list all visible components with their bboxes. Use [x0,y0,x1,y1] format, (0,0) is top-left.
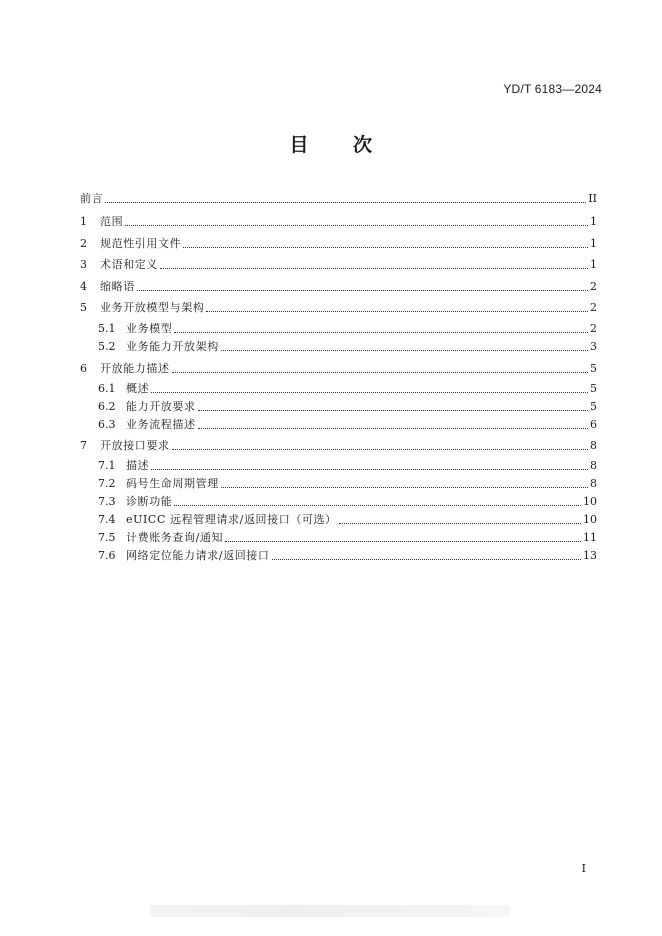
toc-entry[interactable] [80,192,597,206]
toc-entry-number: 7 [80,439,87,452]
toc-entry-page: 2 [590,301,597,314]
toc-entry[interactable] [98,549,597,563]
toc-title [0,130,662,157]
toc-entry[interactable] [98,340,597,354]
toc-entry[interactable] [80,258,597,272]
toc-entry[interactable] [98,400,597,414]
toc-entry[interactable] [80,280,597,294]
toc-entry[interactable] [98,459,597,473]
toc-entry-number: 7.1 [98,459,116,472]
toc-entry-number: 5.1 [98,322,116,335]
toc-entry[interactable] [98,513,597,527]
toc-title-char-1: 目 [289,134,309,156]
toc-entry[interactable] [80,301,597,315]
toc-entry-label: 业务能力开放架构 [126,340,219,353]
toc-entry-page: 2 [590,280,597,293]
toc-entry-label: 业务开放模型与架构 [100,301,205,314]
toc-leader-dots [339,522,581,524]
footer-watermark [150,905,510,917]
toc-entry[interactable] [80,439,597,453]
toc-entry-number: 2 [80,237,87,250]
toc-leader-dots [198,409,588,411]
toc-entry-label: 码号生命周期管理 [126,477,219,490]
toc-entry-page: 1 [590,258,597,271]
toc-entry-label: 描述 [126,459,150,472]
toc-entry[interactable] [98,531,597,545]
toc-leader-dots [221,349,588,351]
toc-entry-label: 前言 [80,192,104,205]
toc-entry-page: 3 [590,340,597,353]
toc-entry-number: 5.2 [98,340,116,353]
toc-entry-number: 6.2 [98,400,116,413]
toc-entry-page: 10 [583,495,597,508]
toc-entry-label: 业务流程描述 [126,418,196,431]
toc-entry-label: 开放接口要求 [100,439,170,452]
toc-entry-label: eUICC 远程管理请求/返回接口（可选） [126,513,337,526]
toc-entry-number: 7.5 [98,531,116,544]
toc-entry-label: 开放能力描述 [100,362,170,375]
toc-leader-dots [174,331,588,333]
toc-leader-dots [172,448,588,450]
toc-leader-dots [174,504,581,506]
toc-entry-number: 6.1 [98,382,116,395]
toc-leader-dots [160,267,588,269]
toc-entry-page: 6 [590,418,597,431]
toc-leader-dots [105,201,586,203]
toc-entry-label: 术语和定义 [100,258,158,271]
toc-entry-number: 7.3 [98,495,116,508]
toc-entry-page: 13 [583,549,597,562]
toc-leader-dots [137,289,588,291]
toc-entry[interactable] [98,382,597,396]
toc-entry[interactable] [98,495,597,509]
toc-entry-label: 业务模型 [126,322,173,335]
toc-entry[interactable] [98,477,597,491]
toc-entry[interactable] [98,322,597,336]
toc-entry-page: 8 [590,439,597,452]
toc-leader-dots [198,427,588,429]
toc-leader-dots [151,391,588,393]
toc-entry-number: 7.4 [98,513,116,526]
toc-entry-page: 8 [590,459,597,472]
document-code: YD/T 6183—2024 [503,82,602,96]
toc-leader-dots [183,246,588,248]
toc-entry-label: 网络定位能力请求/返回接口 [126,549,270,562]
toc-leader-dots [225,540,581,542]
toc-entry-label: 缩略语 [100,280,135,293]
toc-entry-number: 3 [80,258,87,271]
toc-entry-page: 5 [590,400,597,413]
toc-entry-label: 计费账务查询/通知 [126,531,224,544]
toc-entry-number: 7.2 [98,477,116,490]
toc-leader-dots [172,371,588,373]
toc-entry-label: 能力开放要求 [126,400,196,413]
toc-entry-page: 8 [590,477,597,490]
toc-entry-number: 6.3 [98,418,116,431]
toc-entry-number: 1 [80,215,87,228]
toc-entry-label: 概述 [126,382,150,395]
toc-entry-page: 10 [583,513,597,526]
toc-entry-number: 6 [80,362,87,375]
toc-entry-page: 11 [583,531,597,544]
toc-entry-label: 诊断功能 [126,495,173,508]
toc-title-char-2: 次 [353,134,373,156]
toc-entry-page: 1 [590,215,597,228]
toc-entry[interactable] [80,215,597,229]
toc-entry-page: 1 [590,237,597,250]
toc-entry-page: 5 [590,382,597,395]
toc-entry-label: 规范性引用文件 [100,237,182,250]
toc-entry-page: II [588,192,597,205]
toc-entry[interactable] [80,362,597,376]
toc-leader-dots [272,558,581,560]
toc-entry-number: 7.6 [98,549,116,562]
toc-leader-dots [125,224,588,226]
toc-leader-dots [151,468,588,470]
toc-entry[interactable] [80,237,597,251]
toc-entry-label: 范围 [100,215,124,228]
toc-entry-number: 4 [80,280,87,293]
toc-entry-number: 5 [80,301,87,314]
toc-entry-page: 5 [590,362,597,375]
toc-leader-dots [221,486,588,488]
page-number: I [581,862,586,875]
toc-entry-page: 2 [590,322,597,335]
toc-leader-dots [206,310,588,312]
toc-entry[interactable] [98,418,597,432]
